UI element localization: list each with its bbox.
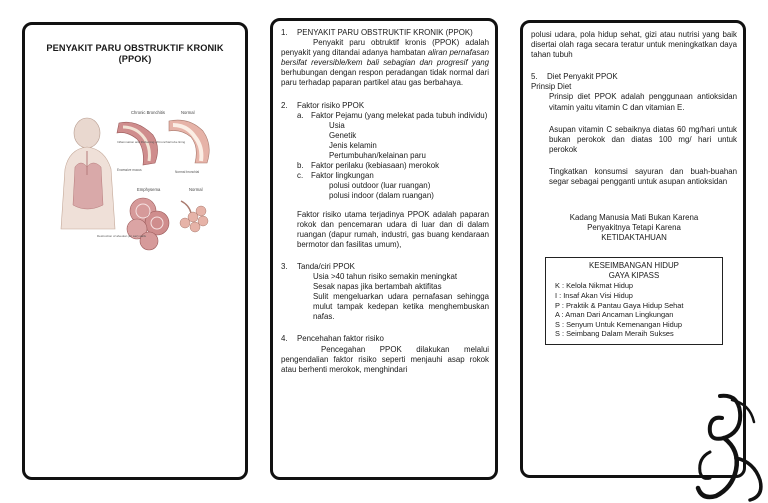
section-3-heading — [281, 262, 489, 272]
normal-alveoli-diagram — [180, 187, 208, 232]
section-4-paragraph: Pencegahan PPOK dilakukan melalui pengendalian faktor risiko seperti menjauhi asap rokok atau berhenti merokok, menghindari — [281, 344, 489, 374]
risk-factor-b-text: Faktor perilaku (kebiasaan) merokok — [311, 161, 440, 171]
list-item: polusi indoor (dalam ruangan) — [329, 191, 434, 201]
risk-factor-a — [281, 111, 489, 121]
patient-figure — [61, 118, 115, 229]
vegetable-advice: Tingkatkan konsumsi sayuran dan buah-buahan segar sebagai pengganti untuk asupan antioksidan — [549, 166, 737, 187]
risk-factor-a-text: Faktor Pejamu (yang melekat pada tubuh individu) — [311, 110, 488, 120]
list-item: P : Praktik & Pantau Gaya Hidup Sehat — [555, 300, 684, 310]
section-3-title: Tanda/ciri PPOK — [297, 261, 355, 271]
list-item: Usia — [329, 120, 345, 130]
risk-factor-c — [281, 171, 489, 181]
kipass-box-title: KESEIMBANGAN HIDUP — [589, 261, 679, 271]
section-2-paragraph: Faktor risiko utama terjadinya PPOK adalah paparan rokok dan pencemaran udara di luar dan di dalam ruangan (dapur rumah, industri, gas buang kendaraan bermotor dan fasilitas umum), — [297, 209, 489, 249]
list-item: polusi outdoor (luar ruangan) — [329, 181, 431, 191]
risk-factor-b-label: b. — [297, 161, 304, 171]
list-item: Sesak napas jika bertambah aktifitas — [313, 282, 442, 292]
kipass-list — [551, 281, 717, 339]
label-normal-top: Normal — [181, 110, 195, 115]
middle-column — [281, 28, 489, 375]
section-1-text: Penyakit paru obtruktif kronis (PPOK) adalah penyakit yang ditandai adanya hambatan — [281, 38, 489, 58]
quote — [531, 213, 737, 243]
kipass-box-subtitle: GAYA KIPASS — [608, 271, 660, 281]
section-2-heading — [281, 101, 489, 111]
list-item: Jenis kelamin — [329, 140, 377, 150]
list-item: A : Aman Dari Ancaman Lingkungan — [555, 310, 674, 320]
label-inflammation: Inflammation and thickening of bronchial tube lining — [117, 140, 186, 144]
vitamin-c-intake: Asupan vitamin C sebaiknya diatas 60 mg/hari untuk bukan perokok dan diatas 100 mg/ hari untuk perokok — [549, 124, 737, 154]
section-1-italic: aliran pernafasan bersifat reversible/kem bali sebagian dan progresif yang — [281, 48, 489, 68]
list-item: K : Kelola Nikmat Hidup — [555, 281, 634, 291]
list-item: Pertumbuhan/kelainan paru — [329, 151, 426, 161]
list-item: I : Insaf Akan Visi Hidup — [555, 291, 633, 300]
section-1-paragraph — [281, 38, 489, 88]
quote-line: Kadang Manusia Mati Bukan Karena — [569, 213, 699, 223]
label-normal-bottom: Normal — [189, 187, 203, 192]
label-destruction: Destruction of alveolar (air sac) walls — [97, 234, 147, 238]
list-item: S : Seimbang Dalam Meraih Sukses — [555, 329, 674, 339]
risk-factor-c-text: Faktor lingkungan — [311, 171, 374, 181]
risk-factor-c-label: c. — [297, 171, 304, 181]
section-4-number: 4. — [281, 334, 288, 344]
environment-factor-list — [281, 181, 489, 201]
section-3-number: 3. — [281, 261, 288, 271]
risk-factor-b — [281, 161, 489, 171]
section-1-number: 1. — [281, 28, 288, 37]
section-5-number: 5. — [531, 72, 538, 82]
list-item: Usia >40 tahun risiko semakin meningkat — [313, 271, 458, 281]
diet-content — [531, 92, 737, 187]
label-emphysema: Emphysema — [137, 187, 161, 192]
section-1-heading — [281, 28, 489, 38]
section-1-text-end: berhubungan dengan respon peradangan tidak normal dari paru terhadap paparan partikel atau gas berbahaya. — [281, 68, 489, 88]
section-1-title: PENYAKIT PARU OBSTRUKTIF KRONIK (PPOK) — [297, 28, 473, 37]
section-2-number: 2. — [281, 100, 288, 110]
quote-line: KETIDAKTAHUAN — [601, 233, 667, 243]
copd-lung-illustration — [57, 105, 219, 269]
section-5-heading — [531, 72, 737, 82]
chronic-bronchitis-diagram — [117, 110, 186, 172]
section-4-title: Pencehahan faktor risiko — [297, 334, 384, 344]
list-item: Genetik — [329, 130, 357, 140]
right-column — [531, 30, 737, 345]
risk-factor-a-label: a. — [297, 110, 304, 120]
section-5-title: Diet Penyakit PPOK — [547, 72, 618, 82]
continued-paragraph: polusi udara, pola hidup sehat, gizi atau nutrisi yang baik disertai olah raga secara teratur untuk meningkatkan daya tahan tubuh — [531, 30, 737, 60]
section-4-heading — [281, 334, 489, 344]
label-excess-mucus: Excessive mucus — [117, 168, 142, 172]
diet-subheading: Prinsip Diet — [531, 82, 572, 92]
cover-title: PENYAKIT PARU OBSTRUKTIF KRONIK (PPOK) — [46, 43, 224, 64]
section-2-title: Faktor risiko PPOK — [297, 100, 365, 110]
symptom-list — [281, 272, 489, 322]
list-item: S : Senyum Untuk Kemenangan Hidup — [555, 319, 682, 329]
leaflet-panel-cover — [22, 22, 248, 480]
label-chronic-bronchitis: Chronic Bronchitis — [131, 110, 165, 115]
label-normal-bronchial: Normal bronchial — [175, 170, 200, 174]
decorative-swirl-icon — [680, 392, 768, 503]
list-item: Sulit mengeluarkan udara pernafasan sehingga mulut tampak kedepan ketika menghembuskan nafas. — [313, 292, 489, 322]
kipass-box — [545, 257, 723, 345]
leaflet-panel-middle — [270, 18, 498, 480]
host-factor-list — [281, 121, 489, 161]
diet-principle: Prinsip diet PPOK adalah penggunaan antioksidan vitamin yaitu vitamin C dan vitamian E. — [549, 92, 737, 112]
quote-line: Penyakitnya Tetapi Karena — [587, 223, 681, 233]
